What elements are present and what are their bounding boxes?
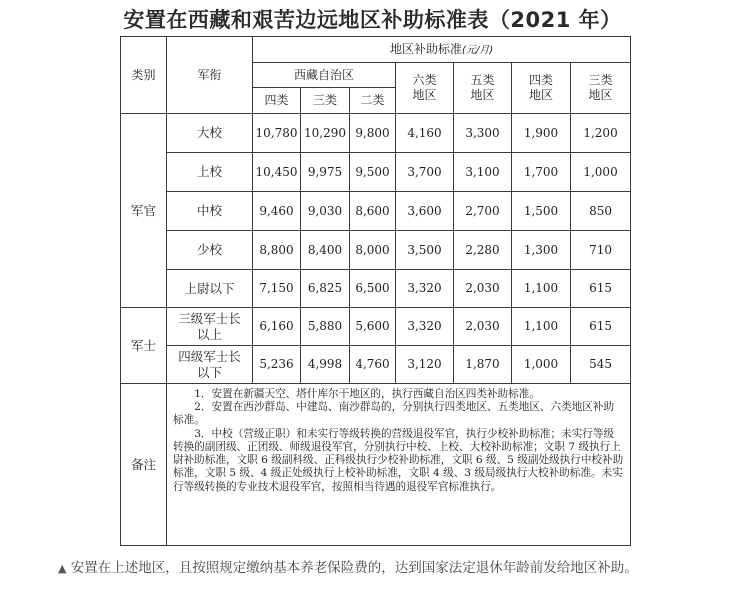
note-3: 3．中校（营级正职）和未实行等级转换的营级退役军官，执行少校补助标准；未实行等级转换的副团级、正团级、师级退役军官，分别执行中校、上校、大校补助标准；文职 7 级执行上尉补助标准，文职 6 级副科级、正科级执行少校补助标准，文职 6 级、5 级副处级执行中校补助标准，文职 5 级、4 级正处级执行上校补助标准，文职 4 级、3 级局级执行大校补助标准。未实行等级转换的专业技术退役军官，按照相当待遇的退役军官标准执行。 xyxy=(173,427,624,493)
value-cell: 3,100 xyxy=(454,153,512,192)
value-cell: 1,200 xyxy=(571,114,631,153)
value-cell: 1,000 xyxy=(571,153,631,192)
value-cell: 3,320 xyxy=(396,270,454,308)
rank-cell: 三级军士长 以上 xyxy=(167,308,253,346)
value-cell: 1,500 xyxy=(512,192,571,231)
rank-cell: 大校 xyxy=(167,114,253,153)
header-tibet-class-3: 三类 xyxy=(301,88,350,114)
value-cell: 10,450 xyxy=(253,153,301,192)
table-row xyxy=(121,114,631,153)
table-row xyxy=(121,153,631,192)
value-cell: 9,975 xyxy=(301,153,350,192)
header-region-5: 五类 地区 xyxy=(454,63,512,114)
value-cell: 3,500 xyxy=(396,231,454,270)
value-cell: 1,000 xyxy=(512,346,571,384)
value-cell: 2,280 xyxy=(454,231,512,270)
header-tibet-class-4: 四类 xyxy=(253,88,301,114)
value-cell: 9,800 xyxy=(350,114,396,153)
header-region-6: 六类 地区 xyxy=(396,63,454,114)
table-row xyxy=(121,270,631,308)
value-cell: 545 xyxy=(571,346,631,384)
header-region-3: 三类 地区 xyxy=(571,63,631,114)
value-cell: 5,600 xyxy=(350,308,396,346)
header-tibet-class-2: 二类 xyxy=(350,88,396,114)
value-cell: 1,100 xyxy=(512,270,571,308)
notes-label: 备注 xyxy=(121,384,167,546)
value-cell: 9,500 xyxy=(350,153,396,192)
table-row xyxy=(121,192,631,231)
category-nco: 军士 xyxy=(121,308,167,384)
value-cell: 2,030 xyxy=(454,308,512,346)
rank-cell: 四级军士长 以下 xyxy=(167,346,253,384)
value-cell: 1,300 xyxy=(512,231,571,270)
value-cell: 3,120 xyxy=(396,346,454,384)
header-unit: (元/月) xyxy=(461,44,494,56)
value-cell: 10,290 xyxy=(301,114,350,153)
notes-row xyxy=(121,384,631,546)
rank-cell: 中校 xyxy=(167,192,253,231)
value-cell: 3,600 xyxy=(396,192,454,231)
header-category: 类别 xyxy=(121,37,167,114)
value-cell: 710 xyxy=(571,231,631,270)
note-2: 2．安置在西沙群岛、中建岛、南沙群岛的，分别执行四类地区、五类地区、六类地区补助标准。 xyxy=(173,401,615,427)
note-1: 1．安置在新疆天空、塔什库尔干地区的，执行西藏自治区四类补助标准。 xyxy=(194,388,540,400)
value-cell: 5,236 xyxy=(253,346,301,384)
header-standard-label: 地区补助标准 xyxy=(389,41,462,56)
header-standard xyxy=(253,37,631,63)
value-cell: 1,870 xyxy=(454,346,512,384)
table-row xyxy=(121,346,631,384)
caption-text: 安置在上述地区，且按照规定缴纳基本养老保险费的，达到国家法定退休年龄前发给地区补助。 xyxy=(70,560,638,576)
rank-cell: 上校 xyxy=(167,153,253,192)
value-cell: 1,100 xyxy=(512,308,571,346)
subsidy-table xyxy=(120,36,631,546)
value-cell: 6,500 xyxy=(350,270,396,308)
header-tibet: 西藏自治区 xyxy=(253,63,396,88)
table-row xyxy=(121,231,631,270)
header-region-4: 四类 地区 xyxy=(512,63,571,114)
value-cell: 615 xyxy=(571,270,631,308)
value-cell: 1,700 xyxy=(512,153,571,192)
caption xyxy=(58,556,718,581)
value-cell: 8,400 xyxy=(301,231,350,270)
category-officer: 军官 xyxy=(121,114,167,308)
value-cell: 3,300 xyxy=(454,114,512,153)
value-cell: 2,030 xyxy=(454,270,512,308)
value-cell: 7,150 xyxy=(253,270,301,308)
rank-cell: 上尉以下 xyxy=(167,270,253,308)
header-rank: 军衔 xyxy=(167,37,253,114)
value-cell: 3,320 xyxy=(396,308,454,346)
value-cell: 9,460 xyxy=(253,192,301,231)
value-cell: 850 xyxy=(571,192,631,231)
value-cell: 8,000 xyxy=(350,231,396,270)
value-cell: 5,880 xyxy=(301,308,350,346)
value-cell: 3,700 xyxy=(396,153,454,192)
value-cell: 1,900 xyxy=(512,114,571,153)
value-cell: 4,760 xyxy=(350,346,396,384)
value-cell: 9,030 xyxy=(301,192,350,231)
value-cell: 615 xyxy=(571,308,631,346)
value-cell: 2,700 xyxy=(454,192,512,231)
value-cell: 4,160 xyxy=(396,114,454,153)
value-cell: 4,998 xyxy=(301,346,350,384)
value-cell: 10,780 xyxy=(253,114,301,153)
value-cell: 8,600 xyxy=(350,192,396,231)
triangle-icon: ▲ xyxy=(58,562,67,575)
value-cell: 8,800 xyxy=(253,231,301,270)
value-cell: 6,825 xyxy=(301,270,350,308)
table-row xyxy=(121,308,631,346)
rank-cell: 少校 xyxy=(167,231,253,270)
page-title: 安置在西藏和艰苦边远地区补助标准表（2021 年） xyxy=(123,8,622,32)
notes-content xyxy=(167,384,631,546)
value-cell: 6,160 xyxy=(253,308,301,346)
